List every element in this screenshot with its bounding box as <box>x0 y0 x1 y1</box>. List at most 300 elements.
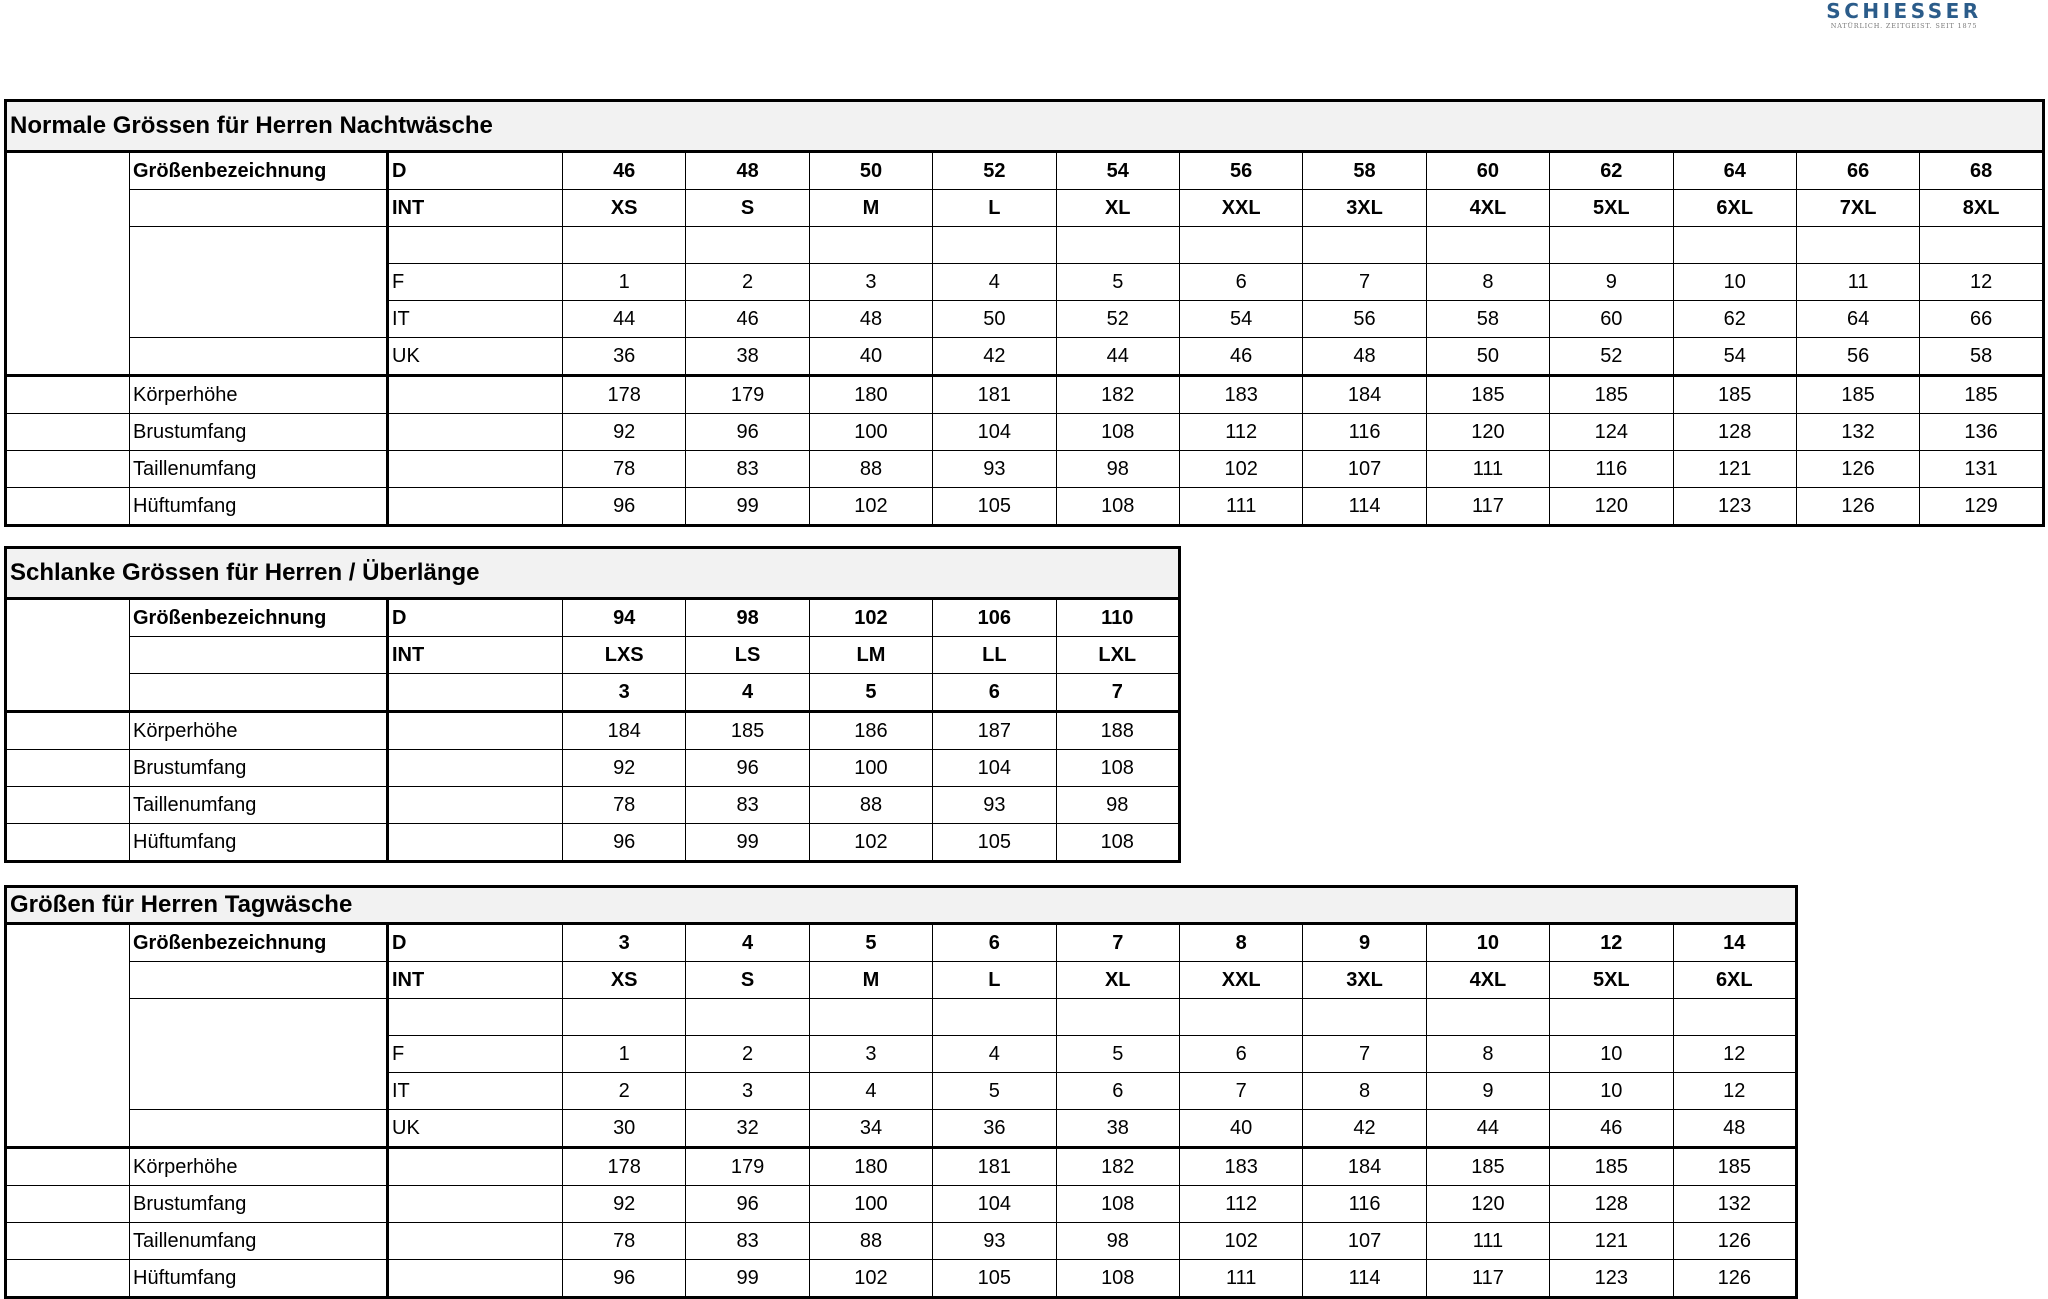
size-value-cell: 10 <box>1550 1036 1673 1073</box>
size-row <box>6 227 2044 264</box>
size-row <box>6 962 1797 999</box>
size-value-cell: 7 <box>1179 1073 1302 1110</box>
size-system-code: D <box>388 152 563 190</box>
empty-cell <box>388 414 563 451</box>
measure-value-cell: 111 <box>1426 1223 1549 1260</box>
measure-value-cell: 111 <box>1179 488 1302 526</box>
measure-value-cell: 131 <box>1920 451 2044 488</box>
measure-value-cell: 187 <box>933 712 1056 750</box>
size-value-cell: 5XL <box>1550 962 1673 999</box>
size-value-cell: 106 <box>933 599 1056 637</box>
measure-value-cell: 123 <box>1673 488 1796 526</box>
size-value-cell: LL <box>933 637 1056 674</box>
size-value-cell: 4 <box>933 264 1056 301</box>
size-row <box>6 152 2044 190</box>
size-value-cell <box>1179 227 1302 264</box>
size-value-cell: 3 <box>686 1073 809 1110</box>
empty-cell <box>6 1073 130 1110</box>
empty-cell <box>388 1148 563 1186</box>
size-value-cell: XXL <box>1179 962 1302 999</box>
size-value-cell: 12 <box>1920 264 2044 301</box>
measure-value-cell: 132 <box>1796 414 1919 451</box>
size-value-cell: 4 <box>933 1036 1056 1073</box>
size-value-cell: 7 <box>1056 924 1179 962</box>
size-value-cell: 6 <box>1056 1073 1179 1110</box>
size-value-cell: 4 <box>809 1073 932 1110</box>
size-value-cell: 64 <box>1796 301 1919 338</box>
measure-label: Brustumfang <box>130 414 388 451</box>
size-value-cell: 5 <box>809 674 932 712</box>
size-value-cell <box>1056 227 1179 264</box>
empty-cell <box>130 227 388 264</box>
size-value-cell: 58 <box>1920 338 2044 376</box>
measure-value-cell: 105 <box>933 488 1056 526</box>
measure-value-cell: 96 <box>563 1260 686 1298</box>
size-value-cell: 66 <box>1796 152 1919 190</box>
measure-value-cell: 78 <box>563 1223 686 1260</box>
size-value-cell: 62 <box>1550 152 1673 190</box>
measure-value-cell: 111 <box>1426 451 1549 488</box>
size-value-cell <box>563 227 686 264</box>
measure-value-cell: 181 <box>933 376 1056 414</box>
measure-value-cell: 184 <box>1303 1148 1426 1186</box>
size-value-cell: 7XL <box>1796 190 1919 227</box>
measure-value-cell: 98 <box>1056 1223 1179 1260</box>
size-value-cell: 9 <box>1426 1073 1549 1110</box>
size-row <box>6 674 1180 712</box>
empty-cell <box>130 637 388 674</box>
size-value-cell: XS <box>563 190 686 227</box>
measure-value-cell: 107 <box>1303 451 1426 488</box>
size-value-cell: XL <box>1056 962 1179 999</box>
size-value-cell: 8 <box>1426 264 1549 301</box>
size-value-cell <box>809 999 932 1036</box>
size-value-cell <box>1673 999 1797 1036</box>
measure-value-cell: 185 <box>1426 376 1549 414</box>
measure-label: Körperhöhe <box>130 712 388 750</box>
size-value-cell <box>1303 227 1426 264</box>
measure-row <box>6 451 2044 488</box>
size-value-cell: 56 <box>1303 301 1426 338</box>
empty-cell <box>6 962 130 999</box>
measure-value-cell: 182 <box>1056 1148 1179 1186</box>
size-value-cell: 48 <box>1673 1110 1797 1148</box>
measure-value-cell: 96 <box>686 1186 809 1223</box>
size-value-cell: 48 <box>686 152 809 190</box>
empty-cell <box>388 824 563 862</box>
measure-value-cell: 93 <box>933 451 1056 488</box>
measure-value-cell: 180 <box>809 376 932 414</box>
size-value-cell: 54 <box>1179 301 1302 338</box>
measure-label: Taillenumfang <box>130 787 388 824</box>
empty-cell <box>6 750 130 787</box>
measure-label: Taillenumfang <box>130 451 388 488</box>
brand-logo-name: SCHIESSER <box>1826 0 1982 23</box>
measure-value-cell: 114 <box>1303 1260 1426 1298</box>
measure-value-cell: 102 <box>1179 451 1302 488</box>
size-value-cell: 8 <box>1426 1036 1549 1073</box>
size-system-code: F <box>388 264 563 301</box>
measure-value-cell: 120 <box>1426 414 1549 451</box>
empty-cell <box>6 451 130 488</box>
size-value-cell: 62 <box>1673 301 1796 338</box>
size-value-cell: 11 <box>1796 264 1919 301</box>
size-value-cell: 48 <box>1303 338 1426 376</box>
size-value-cell: M <box>809 962 932 999</box>
measure-value-cell: 128 <box>1673 414 1796 451</box>
measure-value-cell: 96 <box>563 824 686 862</box>
measure-value-cell: 98 <box>1056 451 1179 488</box>
measure-value-cell: 83 <box>686 1223 809 1260</box>
size-value-cell: 66 <box>1920 301 2044 338</box>
size-value-cell: 60 <box>1550 301 1673 338</box>
size-value-cell: 38 <box>686 338 809 376</box>
size-value-cell: 68 <box>1920 152 2044 190</box>
measure-value-cell: 185 <box>1550 1148 1673 1186</box>
size-value-cell <box>686 227 809 264</box>
empty-cell <box>130 1036 388 1073</box>
empty-cell <box>6 1186 130 1223</box>
size-value-cell: 5 <box>809 924 932 962</box>
size-value-cell: 50 <box>809 152 932 190</box>
empty-cell <box>6 1148 130 1186</box>
size-table-slim-long <box>4 546 1181 863</box>
measure-value-cell: 112 <box>1179 414 1302 451</box>
size-value-cell: 10 <box>1673 264 1796 301</box>
measure-row <box>6 1223 1797 1260</box>
size-value-cell: 5 <box>933 1073 1056 1110</box>
measure-value-cell: 186 <box>809 712 932 750</box>
measure-value-cell: 181 <box>933 1148 1056 1186</box>
measure-value-cell: 183 <box>1179 376 1302 414</box>
empty-cell <box>130 674 388 712</box>
size-system-code <box>388 999 563 1036</box>
measure-value-cell: 185 <box>1426 1148 1549 1186</box>
size-value-cell: 2 <box>563 1073 686 1110</box>
measure-value-cell: 93 <box>933 1223 1056 1260</box>
measure-value-cell: 105 <box>933 1260 1056 1298</box>
size-value-cell: 94 <box>563 599 686 637</box>
empty-cell <box>388 451 563 488</box>
empty-cell <box>6 599 130 637</box>
size-value-cell: 34 <box>809 1110 932 1148</box>
measure-value-cell: 178 <box>563 1148 686 1186</box>
size-value-cell: 50 <box>933 301 1056 338</box>
measure-value-cell: 126 <box>1673 1223 1797 1260</box>
size-value-cell: 5 <box>1056 1036 1179 1073</box>
size-value-cell: 8XL <box>1920 190 2044 227</box>
size-value-cell: 44 <box>1426 1110 1549 1148</box>
size-value-cell <box>1426 227 1549 264</box>
empty-cell <box>6 637 130 674</box>
size-value-cell: 12 <box>1673 1036 1797 1073</box>
measure-value-cell: 83 <box>686 787 809 824</box>
size-value-cell: M <box>809 190 932 227</box>
size-value-cell: 52 <box>1056 301 1179 338</box>
measure-value-cell: 105 <box>933 824 1056 862</box>
size-value-cell: 52 <box>933 152 1056 190</box>
size-row <box>6 264 2044 301</box>
measure-value-cell: 102 <box>809 488 932 526</box>
empty-cell <box>388 1223 563 1260</box>
empty-cell <box>388 488 563 526</box>
measure-row <box>6 1186 1797 1223</box>
size-value-cell: 38 <box>1056 1110 1179 1148</box>
size-value-cell <box>1056 999 1179 1036</box>
measure-label: Körperhöhe <box>130 1148 388 1186</box>
size-value-cell: 1 <box>563 1036 686 1073</box>
measure-value-cell: 108 <box>1056 414 1179 451</box>
size-row <box>6 301 2044 338</box>
measure-row <box>6 1260 1797 1298</box>
empty-cell <box>6 301 130 338</box>
measure-value-cell: 178 <box>563 376 686 414</box>
size-value-cell: 102 <box>809 599 932 637</box>
size-value-cell: 6XL <box>1673 190 1796 227</box>
measure-row <box>6 787 1180 824</box>
size-value-cell: 12 <box>1673 1073 1797 1110</box>
size-value-cell: LXS <box>563 637 686 674</box>
size-value-cell: 36 <box>563 338 686 376</box>
measure-value-cell: 98 <box>1056 787 1179 824</box>
size-system-code: UK <box>388 1110 563 1148</box>
empty-cell <box>6 414 130 451</box>
size-table-nightwear <box>4 99 2045 527</box>
measure-value-cell: 88 <box>809 787 932 824</box>
measure-row <box>6 712 1180 750</box>
size-value-cell: 3XL <box>1303 962 1426 999</box>
measure-value-cell: 114 <box>1303 488 1426 526</box>
empty-cell <box>388 1186 563 1223</box>
measure-value-cell: 99 <box>686 1260 809 1298</box>
size-system-code: F <box>388 1036 563 1073</box>
measure-value-cell: 92 <box>563 750 686 787</box>
size-value-cell <box>1303 999 1426 1036</box>
size-value-cell: LS <box>686 637 809 674</box>
empty-cell <box>6 712 130 750</box>
size-table-daywear <box>4 885 1798 1299</box>
size-system-code <box>388 227 563 264</box>
measure-row <box>6 376 2044 414</box>
size-value-cell: 64 <box>1673 152 1796 190</box>
size-value-cell: 46 <box>1550 1110 1673 1148</box>
size-value-cell: 4 <box>686 674 809 712</box>
size-value-cell <box>686 999 809 1036</box>
measure-value-cell: 123 <box>1550 1260 1673 1298</box>
measure-value-cell: 121 <box>1673 451 1796 488</box>
measure-row <box>6 824 1180 862</box>
size-value-cell: LXL <box>1056 637 1179 674</box>
size-value-cell: 60 <box>1426 152 1549 190</box>
measure-value-cell: 107 <box>1303 1223 1426 1260</box>
empty-cell <box>6 824 130 862</box>
measure-value-cell: 180 <box>809 1148 932 1186</box>
size-value-cell: 32 <box>686 1110 809 1148</box>
size-value-cell: 46 <box>686 301 809 338</box>
measure-value-cell: 182 <box>1056 376 1179 414</box>
measure-value-cell: 185 <box>686 712 809 750</box>
measure-value-cell: 100 <box>809 414 932 451</box>
size-value-cell: 5XL <box>1550 190 1673 227</box>
measure-value-cell: 88 <box>809 1223 932 1260</box>
measure-value-cell: 108 <box>1056 1186 1179 1223</box>
size-row <box>6 190 2044 227</box>
measure-value-cell: 83 <box>686 451 809 488</box>
size-system-code: UK <box>388 338 563 376</box>
size-value-cell: 54 <box>1056 152 1179 190</box>
empty-cell <box>6 264 130 301</box>
size-value-cell: 4XL <box>1426 190 1549 227</box>
measure-value-cell: 96 <box>563 488 686 526</box>
size-value-cell: 58 <box>1426 301 1549 338</box>
brand-logo <box>1816 0 1992 36</box>
measure-value-cell: 179 <box>686 376 809 414</box>
empty-cell <box>130 338 388 376</box>
size-system-code: D <box>388 599 563 637</box>
measure-value-cell: 183 <box>1179 1148 1302 1186</box>
table-title: Normale Grössen für Herren Nachtwäsche <box>6 101 2044 152</box>
measure-label: Hüftumfang <box>130 488 388 526</box>
measure-value-cell: 93 <box>933 787 1056 824</box>
empty-cell <box>130 1110 388 1148</box>
measure-value-cell: 126 <box>1673 1260 1797 1298</box>
measure-value-cell: 96 <box>686 750 809 787</box>
measure-value-cell: 185 <box>1920 376 2044 414</box>
size-value-cell <box>1920 227 2044 264</box>
measure-value-cell: 96 <box>686 414 809 451</box>
empty-cell <box>6 674 130 712</box>
size-value-cell: L <box>933 962 1056 999</box>
size-row <box>6 599 1180 637</box>
empty-cell <box>130 264 388 301</box>
size-value-cell: 8 <box>1179 924 1302 962</box>
measure-value-cell: 108 <box>1056 824 1179 862</box>
size-label: Größenbezeichnung <box>130 152 388 190</box>
measure-value-cell: 108 <box>1056 750 1179 787</box>
size-value-cell: 40 <box>1179 1110 1302 1148</box>
measure-value-cell: 102 <box>1179 1223 1302 1260</box>
measure-value-cell: 108 <box>1056 1260 1179 1298</box>
measure-value-cell: 102 <box>809 824 932 862</box>
measure-value-cell: 136 <box>1920 414 2044 451</box>
size-value-cell: 44 <box>1056 338 1179 376</box>
measure-label: Taillenumfang <box>130 1223 388 1260</box>
measure-value-cell: 108 <box>1056 488 1179 526</box>
size-value-cell: 58 <box>1303 152 1426 190</box>
size-value-cell: 46 <box>563 152 686 190</box>
size-value-cell <box>1796 227 1919 264</box>
measure-value-cell: 99 <box>686 824 809 862</box>
brand-logo-tagline: NATÜRLICH. ZEITGEIST. SEIT 1875 <box>1830 22 1978 30</box>
empty-cell <box>130 999 388 1036</box>
size-value-cell <box>563 999 686 1036</box>
empty-cell <box>6 1260 130 1298</box>
measure-label: Brustumfang <box>130 1186 388 1223</box>
size-value-cell: XXL <box>1179 190 1302 227</box>
measure-value-cell: 124 <box>1550 414 1673 451</box>
size-value-cell: 6 <box>933 924 1056 962</box>
empty-cell <box>388 787 563 824</box>
size-value-cell: 42 <box>933 338 1056 376</box>
measure-value-cell: 185 <box>1796 376 1919 414</box>
size-value-cell: 3XL <box>1303 190 1426 227</box>
empty-cell <box>388 712 563 750</box>
measure-value-cell: 88 <box>809 451 932 488</box>
empty-cell <box>130 1073 388 1110</box>
size-value-cell: 9 <box>1303 924 1426 962</box>
size-value-cell: 12 <box>1550 924 1673 962</box>
size-system-code: D <box>388 924 563 962</box>
empty-cell <box>388 376 563 414</box>
measure-value-cell: 111 <box>1179 1260 1302 1298</box>
empty-cell <box>6 924 130 962</box>
measure-value-cell: 184 <box>1303 376 1426 414</box>
measure-value-cell: 92 <box>563 1186 686 1223</box>
size-value-cell: 1 <box>563 264 686 301</box>
empty-cell <box>6 787 130 824</box>
size-value-cell: 2 <box>686 1036 809 1073</box>
size-value-cell: 9 <box>1550 264 1673 301</box>
size-value-cell: 3 <box>563 924 686 962</box>
measure-row <box>6 414 2044 451</box>
size-label: Größenbezeichnung <box>130 599 388 637</box>
size-value-cell: 50 <box>1426 338 1549 376</box>
table-title: Schlanke Grössen für Herren / Überlänge <box>6 548 1180 599</box>
empty-cell <box>6 227 130 264</box>
size-value-cell: 36 <box>933 1110 1056 1148</box>
size-row <box>6 924 1797 962</box>
size-label: Größenbezeichnung <box>130 924 388 962</box>
size-value-cell <box>933 999 1056 1036</box>
size-value-cell: S <box>686 962 809 999</box>
size-row <box>6 1110 1797 1148</box>
measure-value-cell: 120 <box>1426 1186 1549 1223</box>
size-value-cell <box>1179 999 1302 1036</box>
size-value-cell: 7 <box>1303 264 1426 301</box>
size-value-cell: 4 <box>686 924 809 962</box>
size-value-cell: S <box>686 190 809 227</box>
empty-cell <box>6 1110 130 1148</box>
measure-value-cell: 185 <box>1550 376 1673 414</box>
measure-label: Körperhöhe <box>130 376 388 414</box>
size-value-cell: XL <box>1056 190 1179 227</box>
size-value-cell <box>1550 227 1673 264</box>
empty-cell <box>388 1260 563 1298</box>
empty-cell <box>130 962 388 999</box>
size-value-cell <box>1673 227 1796 264</box>
size-value-cell: 3 <box>563 674 686 712</box>
empty-cell <box>130 301 388 338</box>
size-value-cell: 46 <box>1179 338 1302 376</box>
empty-cell <box>6 488 130 526</box>
measure-value-cell: 78 <box>563 787 686 824</box>
measure-value-cell: 104 <box>933 750 1056 787</box>
size-system-code <box>388 674 563 712</box>
measure-value-cell: 126 <box>1796 451 1919 488</box>
measure-value-cell: 117 <box>1426 1260 1549 1298</box>
size-value-cell: L <box>933 190 1056 227</box>
measure-label: Hüftumfang <box>130 1260 388 1298</box>
measure-value-cell: 116 <box>1303 1186 1426 1223</box>
size-value-cell <box>1426 999 1549 1036</box>
size-value-cell: 40 <box>809 338 932 376</box>
size-value-cell: 3 <box>809 264 932 301</box>
measure-value-cell: 120 <box>1550 488 1673 526</box>
size-value-cell: LM <box>809 637 932 674</box>
size-value-cell <box>933 227 1056 264</box>
size-value-cell: 44 <box>563 301 686 338</box>
size-value-cell <box>809 227 932 264</box>
